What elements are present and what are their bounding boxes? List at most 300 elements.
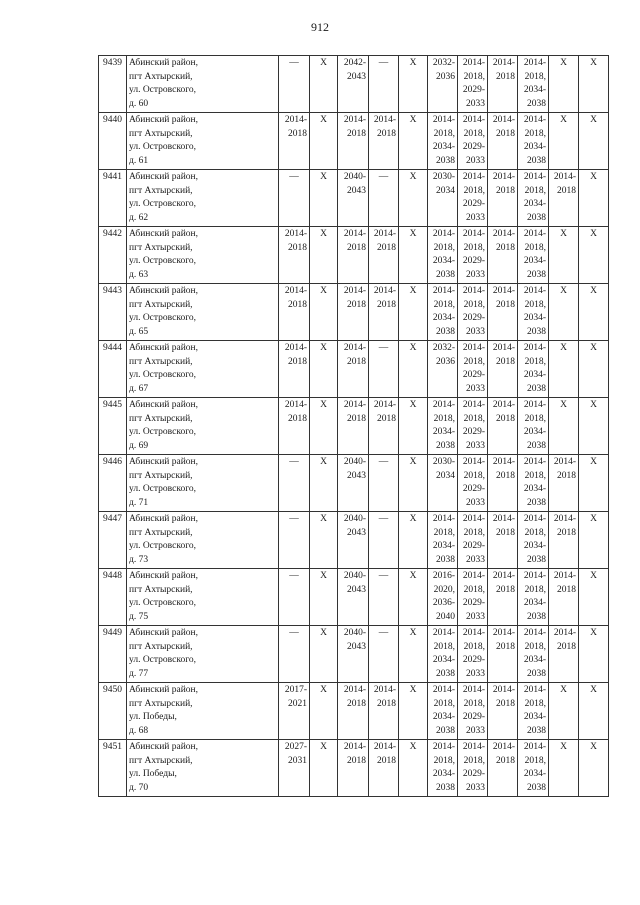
cell-line: 2014- [492, 514, 515, 524]
period-cell [310, 740, 338, 797]
period-cell [399, 341, 428, 398]
address-line: д. 65 [129, 326, 149, 337]
address-line: Абинский район, [129, 685, 199, 695]
cell-line: 2034- [523, 85, 546, 95]
period-cell [399, 740, 428, 797]
cell-line: 2018 [496, 527, 515, 538]
period-cell [279, 113, 310, 170]
cell-line: — [378, 343, 389, 353]
cell-line: Х [320, 457, 327, 467]
cell-line: 2018, [524, 71, 546, 82]
period-cell [338, 455, 369, 512]
cell-line: 2014- [432, 286, 455, 296]
cell-line: Х [560, 400, 567, 410]
period-cell [338, 569, 369, 626]
period-cell [310, 455, 338, 512]
cell-line: 2034- [523, 484, 546, 494]
cell-line: 2029- [462, 712, 485, 722]
cell-line: 2014- [432, 742, 455, 752]
cell-line: 2014- [284, 286, 307, 296]
period-cell [338, 512, 369, 569]
period-cell [518, 284, 549, 341]
cell-line: 2021 [288, 698, 307, 709]
period-cell [310, 683, 338, 740]
cell-line: 2018 [496, 641, 515, 652]
cell-line: 2014- [523, 229, 546, 239]
cell-line: Х [320, 514, 327, 524]
period-cell [549, 284, 579, 341]
period-cell [549, 341, 579, 398]
table-row [99, 170, 609, 227]
cell-line: 2014- [523, 457, 546, 467]
cell-line: Х [320, 400, 327, 410]
period-cell [310, 398, 338, 455]
cell-line: 2033 [466, 554, 485, 565]
cell-line: Х [590, 58, 597, 68]
period-cell [488, 569, 518, 626]
page-number: 912 [311, 20, 329, 34]
cell-line: 2043 [347, 584, 366, 595]
cell-line: 2033 [466, 611, 485, 622]
address-line: д. 68 [129, 725, 149, 736]
cell-line: Х [590, 457, 597, 467]
cell-line: Х [409, 286, 417, 296]
cell-line: 2014- [432, 514, 455, 524]
cell-line: 2014- [462, 286, 485, 296]
period-cell [458, 56, 488, 113]
address-line: ул. Островского, [129, 199, 196, 209]
cell-line: — [378, 457, 389, 467]
cell-line: 2014- [432, 685, 455, 695]
address-line: д. 67 [129, 383, 149, 394]
cell-line: 2018, [463, 527, 485, 538]
address-cell [127, 341, 279, 398]
period-cell [579, 341, 609, 398]
cell-line: — [289, 457, 299, 467]
period-cell [428, 455, 458, 512]
cell-line: 2014- [492, 400, 515, 410]
cell-line: 2018, [433, 299, 455, 310]
cell-line: 2038 [436, 782, 455, 793]
cell-line: 2018 [347, 413, 366, 424]
period-cell [338, 227, 369, 284]
cell-line: Х [560, 742, 567, 752]
cell-line: 2018, [524, 755, 546, 766]
cell-line: 2018 [496, 356, 515, 367]
cell-line: Х [560, 115, 567, 125]
cell-line: 2014- [432, 115, 455, 125]
cell-line: 2018 [496, 128, 515, 139]
cell-line: Х [409, 571, 417, 581]
cell-line: 2029- [462, 85, 485, 95]
cell-line: 2014- [523, 685, 546, 695]
cell-line: 2031 [288, 755, 307, 766]
address-cell [127, 683, 279, 740]
period-cell [428, 398, 458, 455]
cell-line: Х [590, 115, 597, 125]
address-cell [127, 56, 279, 113]
cell-line: 2030- [432, 457, 455, 467]
row-number: 9443 [99, 284, 127, 341]
cell-line: 2014- [553, 571, 576, 581]
cell-line: 2038 [527, 383, 546, 394]
cell-line: 2034- [523, 769, 546, 779]
address-cell [127, 512, 279, 569]
address-cell [127, 740, 279, 797]
table-body [99, 56, 609, 797]
period-cell [428, 626, 458, 683]
cell-line: 2034- [432, 655, 455, 665]
address-line: ул. Островского, [129, 598, 196, 608]
cell-line: Х [409, 58, 417, 68]
cell-line: 2018 [347, 299, 366, 310]
period-cell [279, 455, 310, 512]
period-cell [279, 398, 310, 455]
table-row [99, 284, 609, 341]
cell-line: 2014- [462, 343, 485, 353]
period-cell [488, 284, 518, 341]
cell-line: 2018 [496, 698, 515, 709]
cell-line: Х [409, 628, 417, 638]
period-cell [458, 512, 488, 569]
cell-line: 2038 [436, 269, 455, 280]
cell-line: Х [409, 400, 417, 410]
address-line: пгт Ахтырский, [129, 527, 193, 538]
period-cell [518, 569, 549, 626]
period-cell [369, 626, 399, 683]
cell-line: 2014- [492, 229, 515, 239]
period-cell [488, 170, 518, 227]
period-cell [458, 683, 488, 740]
period-cell [518, 512, 549, 569]
address-line: пгт Ахтырский, [129, 755, 193, 766]
cell-line: 2034- [432, 541, 455, 551]
period-cell [428, 113, 458, 170]
period-cell [369, 569, 399, 626]
cell-line: — [289, 514, 299, 524]
period-cell [338, 626, 369, 683]
period-cell [458, 113, 488, 170]
period-cell [310, 56, 338, 113]
cell-line: 2043 [347, 641, 366, 652]
period-cell [399, 455, 428, 512]
cell-line: 2018, [524, 413, 546, 424]
period-cell [579, 512, 609, 569]
period-cell [399, 569, 428, 626]
cell-line: 2034- [523, 541, 546, 551]
period-cell [579, 455, 609, 512]
cell-line: 2014- [462, 742, 485, 752]
cell-line: 2018, [433, 128, 455, 139]
cell-line: 2018 [377, 242, 396, 253]
cell-line: 2034- [432, 256, 455, 266]
cell-line: 2014- [343, 685, 366, 695]
cell-line: 2034- [523, 313, 546, 323]
cell-line: 2033 [466, 269, 485, 280]
address-line: Абинский район, [129, 172, 199, 182]
cell-line: 2018, [463, 299, 485, 310]
cell-line: 2038 [527, 554, 546, 565]
cell-line: 2034- [523, 655, 546, 665]
cell-line: 2014- [492, 343, 515, 353]
cell-line: 2014- [343, 115, 366, 125]
cell-line: 2029- [462, 769, 485, 779]
cell-line: 2036 [436, 356, 455, 367]
cell-line: 2014- [462, 172, 485, 182]
cell-line: 2018 [496, 71, 515, 82]
cell-line: 2034- [432, 313, 455, 323]
address-line: пгт Ахтырский, [129, 413, 193, 424]
period-cell [399, 683, 428, 740]
cell-line: 2033 [466, 497, 485, 508]
cell-line: 2029- [462, 142, 485, 152]
cell-line: 2029- [462, 598, 485, 608]
row-number: 9442 [99, 227, 127, 284]
cell-line: 2040- [343, 457, 366, 467]
row-number: 9451 [99, 740, 127, 797]
cell-line: — [378, 58, 389, 68]
cell-line: 2018, [524, 527, 546, 538]
cell-line: Х [409, 115, 417, 125]
address-line: д. 69 [129, 440, 149, 451]
address-line: ул. Островского, [129, 541, 196, 551]
cell-line: Х [560, 685, 567, 695]
cell-line: 2014- [432, 400, 455, 410]
cell-line: 2014- [343, 742, 366, 752]
cell-line: 2014- [373, 400, 396, 410]
address-line: ул. Островского, [129, 85, 196, 95]
cell-line: Х [590, 628, 597, 638]
period-cell [428, 284, 458, 341]
cell-line: 2014- [432, 628, 455, 638]
address-line: ул. Островского, [129, 313, 196, 323]
period-cell [488, 683, 518, 740]
cell-line: 2018 [557, 641, 576, 652]
cell-line: 2014- [523, 286, 546, 296]
period-cell [488, 455, 518, 512]
cell-line: 2038 [436, 155, 455, 166]
cell-line: Х [320, 58, 327, 68]
cell-line: 2040- [343, 514, 366, 524]
cell-line: 2018, [463, 470, 485, 481]
cell-line: 2014- [492, 457, 515, 467]
cell-line: 2040- [343, 571, 366, 581]
cell-line: 2018, [524, 356, 546, 367]
cell-line: 2014- [553, 514, 576, 524]
cell-line: 2018 [347, 698, 366, 709]
cell-line: Х [590, 742, 597, 752]
cell-line: 2032- [432, 343, 455, 353]
cell-line: 2014- [284, 115, 307, 125]
cell-line: 2034- [432, 427, 455, 437]
period-cell [399, 227, 428, 284]
cell-line: 2018, [463, 755, 485, 766]
row-number: 9441 [99, 170, 127, 227]
cell-line: 2014- [462, 628, 485, 638]
cell-line: 2018 [288, 356, 307, 367]
period-cell [549, 170, 579, 227]
address-line: ул. Победы, [129, 712, 177, 722]
cell-line: 2029- [462, 199, 485, 209]
cell-line: 2038 [527, 98, 546, 109]
address-line: ул. Островского, [129, 370, 196, 380]
address-line: ул. Островского, [129, 142, 196, 152]
cell-line: 2018, [433, 641, 455, 652]
cell-line: 2014- [462, 58, 485, 68]
address-line: ул. Островского, [129, 655, 196, 665]
address-cell [127, 626, 279, 683]
period-cell [518, 56, 549, 113]
table-row [99, 398, 609, 455]
cell-line: 2033 [466, 668, 485, 679]
period-cell [338, 170, 369, 227]
cell-line: 2018, [463, 356, 485, 367]
period-cell [579, 113, 609, 170]
cell-line: — [289, 172, 299, 182]
cell-line: 2018, [463, 413, 485, 424]
cell-line: 2018 [377, 755, 396, 766]
period-cell [549, 569, 579, 626]
cell-line: 2014- [343, 343, 366, 353]
cell-line: 2018 [377, 413, 396, 424]
cell-line: Х [590, 172, 597, 182]
address-line: д. 63 [129, 269, 149, 280]
period-cell [338, 284, 369, 341]
cell-line: Х [560, 286, 567, 296]
cell-line: Х [409, 457, 417, 467]
address-line: ул. Островского, [129, 256, 196, 266]
cell-line: 2014- [492, 172, 515, 182]
cell-line: 2014- [462, 571, 485, 581]
cell-line: 2018, [524, 641, 546, 652]
row-number: 9448 [99, 569, 127, 626]
cell-line: 2018, [524, 584, 546, 595]
cell-line: 2038 [436, 668, 455, 679]
address-line: ул. Победы, [129, 769, 177, 779]
cell-line: 2038 [527, 668, 546, 679]
cell-line: 2034 [436, 185, 455, 196]
period-cell [399, 398, 428, 455]
period-cell [549, 56, 579, 113]
cell-line: 2018, [433, 755, 455, 766]
cell-line: 2018 [288, 128, 307, 139]
cell-line: 2014- [523, 58, 546, 68]
cell-line: 2018, [463, 242, 485, 253]
period-cell [458, 341, 488, 398]
cell-line: 2020, [433, 584, 455, 595]
period-cell [310, 626, 338, 683]
cell-line: 2014- [553, 628, 576, 638]
table-row [99, 455, 609, 512]
cell-line: 2029- [462, 541, 485, 551]
period-cell [458, 740, 488, 797]
period-cell [310, 170, 338, 227]
period-cell [458, 455, 488, 512]
period-cell [428, 170, 458, 227]
address-line: пгт Ахтырский, [129, 128, 193, 139]
period-cell [428, 341, 458, 398]
cell-line: 2033 [466, 440, 485, 451]
address-line: пгт Ахтырский, [129, 698, 193, 709]
period-cell [549, 512, 579, 569]
period-cell [488, 398, 518, 455]
cell-line: 2038 [527, 725, 546, 736]
cell-line: 2014- [343, 286, 366, 296]
address-line: Абинский район, [129, 58, 199, 68]
period-cell [549, 626, 579, 683]
period-cell [458, 398, 488, 455]
cell-line: 2038 [527, 269, 546, 280]
cell-line: 2018 [347, 128, 366, 139]
period-cell [518, 740, 549, 797]
cell-line: 2029- [462, 655, 485, 665]
cell-line: 2018 [496, 185, 515, 196]
cell-line: 2034 [436, 470, 455, 481]
cell-line: 2018 [557, 470, 576, 481]
cell-line: 2014- [284, 343, 307, 353]
period-cell [488, 740, 518, 797]
period-cell [458, 227, 488, 284]
period-cell [338, 113, 369, 170]
housing-register-table [98, 55, 609, 797]
address-line: Абинский район, [129, 343, 199, 353]
cell-line: 2018, [524, 299, 546, 310]
address-line: пгт Ахтырский, [129, 470, 193, 481]
period-cell [279, 512, 310, 569]
period-cell [399, 284, 428, 341]
period-cell [399, 626, 428, 683]
row-number: 9449 [99, 626, 127, 683]
cell-line: 2038 [436, 725, 455, 736]
table-row [99, 683, 609, 740]
period-cell [579, 227, 609, 284]
cell-line: 2018 [496, 584, 515, 595]
cell-line: 2014- [492, 286, 515, 296]
cell-line: 2014- [492, 628, 515, 638]
cell-line: Х [320, 742, 327, 752]
cell-line: — [378, 571, 389, 581]
table-row [99, 740, 609, 797]
row-number: 9447 [99, 512, 127, 569]
cell-line: 2014- [523, 571, 546, 581]
cell-line: 2018 [496, 413, 515, 424]
cell-line: 2014- [553, 172, 576, 182]
address-line: Абинский район, [129, 742, 199, 752]
cell-line: 2018 [288, 299, 307, 310]
period-cell [369, 227, 399, 284]
address-line: д. 62 [129, 212, 149, 223]
period-cell [279, 284, 310, 341]
cell-line: 2040- [343, 628, 366, 638]
period-cell [518, 626, 549, 683]
row-number: 9445 [99, 398, 127, 455]
cell-line: 2036 [436, 71, 455, 82]
address-line: Абинский район, [129, 457, 199, 467]
period-cell [369, 341, 399, 398]
period-cell [579, 740, 609, 797]
row-number: 9450 [99, 683, 127, 740]
cell-line: 2032- [432, 58, 455, 68]
cell-line: Х [590, 685, 597, 695]
period-cell [428, 512, 458, 569]
period-cell [310, 512, 338, 569]
period-cell [310, 341, 338, 398]
address-line: д. 61 [129, 155, 149, 166]
address-cell [127, 113, 279, 170]
cell-line: 2033 [466, 725, 485, 736]
period-cell [458, 569, 488, 626]
cell-line: 2038 [527, 155, 546, 166]
